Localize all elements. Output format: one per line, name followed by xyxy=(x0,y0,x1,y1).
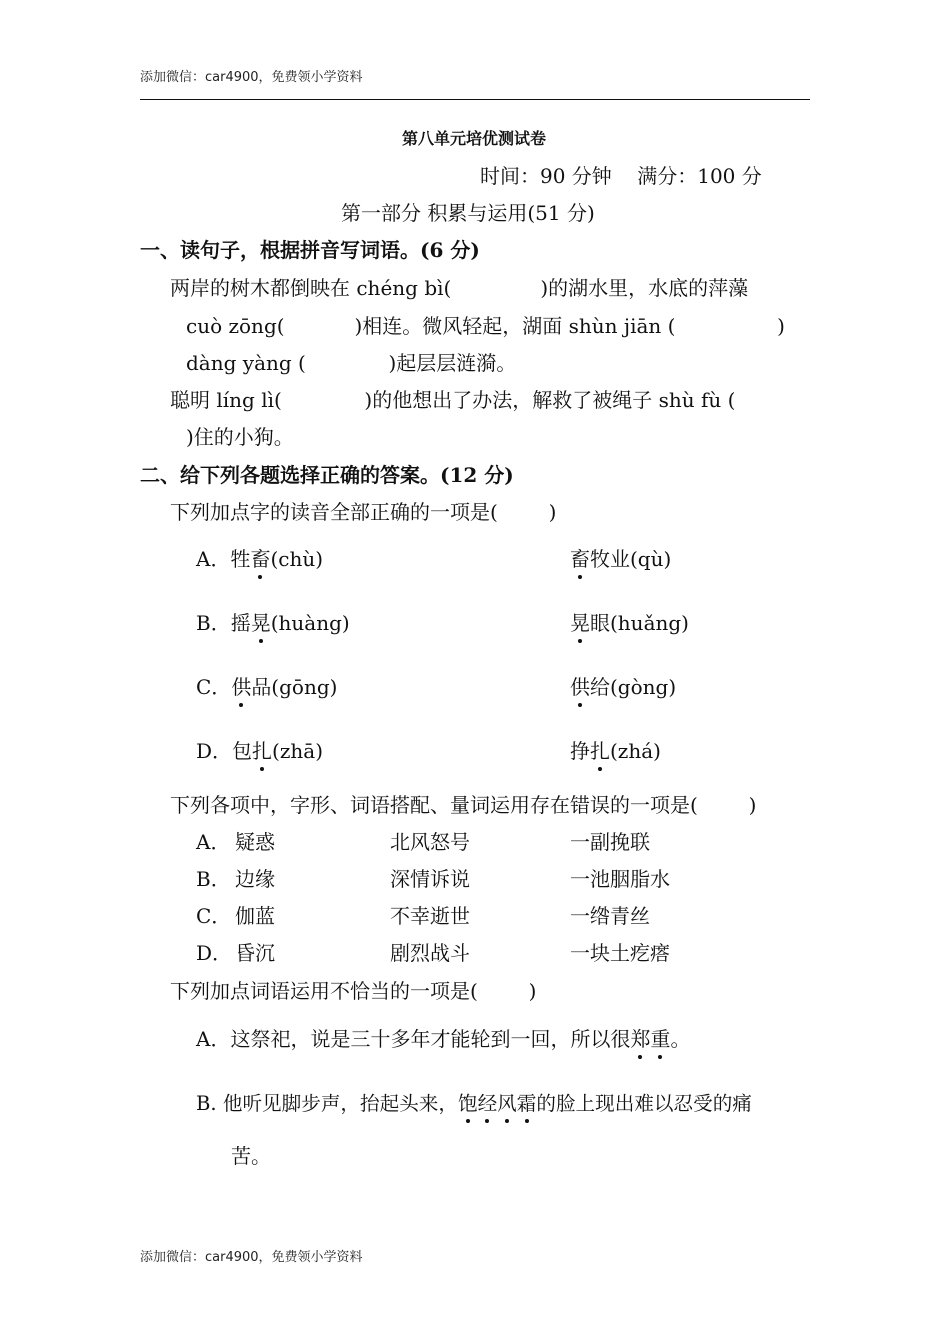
question-2-stem: 下列各项中，字形、词语搭配、量词运用存在错误的一项是( ) xyxy=(170,793,757,817)
dotted-char: 供 xyxy=(570,671,590,700)
question-1-stem: 下列加点字的读音全部正确的一项是( ) xyxy=(170,500,557,524)
question-3-stem: 下列加点词语运用不恰当的一项是( ) xyxy=(170,979,537,1003)
q2-row-word: 深情诉说 xyxy=(390,867,470,891)
option-text: A．这祭祀，说是三十多年才能轮到一回，所以很 xyxy=(196,1027,631,1051)
q3-option-b-continued: 苦。 xyxy=(231,1144,271,1168)
q2-row-label: B． xyxy=(196,867,231,891)
q2-row-word: 北风怒号 xyxy=(390,830,470,854)
option-text: 摇 xyxy=(230,611,251,635)
option-text: 眼(huǎng) xyxy=(590,611,689,635)
q2-row-word: 一块土疙瘩 xyxy=(570,941,670,965)
q1-option-d xyxy=(196,735,323,764)
time-info: 时间：90 分钟 满分：100 分 xyxy=(480,164,762,188)
option-text: (chù) xyxy=(270,547,324,571)
q1-option-a-second xyxy=(570,543,671,572)
option-label: D． xyxy=(196,739,233,763)
option-label: B． xyxy=(196,611,231,635)
q3-option-a xyxy=(196,1023,690,1052)
dotted-char: 饱 xyxy=(458,1087,478,1116)
q2-row-word: 剧烈战斗 xyxy=(390,941,470,965)
dotted-char: 供 xyxy=(231,671,251,700)
section1-heading: 一、读句子，根据拼音写词语。(6 分) xyxy=(140,238,480,262)
q2-row-word: 昏沉 xyxy=(235,941,275,965)
section1-line: 两岸的树木都倒映在 chéng bì( )的湖水里，水底的萍藻 xyxy=(170,276,749,300)
option-text: B. 他听见脚步声，抬起头来， xyxy=(196,1092,458,1115)
page-title: 第八单元培优测试卷 xyxy=(402,129,547,148)
q1-option-c-second xyxy=(570,671,676,700)
option-text: (huàng) xyxy=(270,611,350,635)
q1-option-d-second xyxy=(570,735,661,764)
q2-row-word: 不幸逝世 xyxy=(390,904,470,928)
dotted-char: 郑 xyxy=(630,1023,650,1052)
dotted-char: 经 xyxy=(478,1087,498,1116)
option-text: 牧业(qù) xyxy=(590,547,672,571)
q1-option-a xyxy=(196,543,323,572)
dotted-char: 晃 xyxy=(570,607,590,636)
option-text: (zhá) xyxy=(610,739,661,763)
header-divider xyxy=(140,99,810,100)
option-text: (zhā) xyxy=(272,739,323,763)
q2-row-word: 一副挽联 xyxy=(570,830,650,854)
dotted-char: 霜 xyxy=(517,1087,537,1116)
q2-row-word: 伽蓝 xyxy=(235,904,275,928)
dotted-char: 重 xyxy=(650,1023,670,1052)
q1-option-c xyxy=(196,671,337,700)
q2-row-label: D． xyxy=(196,941,233,965)
dotted-char: 扎 xyxy=(252,735,272,764)
q2-row-word: 疑惑 xyxy=(235,830,275,854)
watermark-bottom: 添加微信：car4900，免费领小学资料 xyxy=(140,1250,363,1265)
section2-heading: 二、给下列各题选择正确的答案。(12 分) xyxy=(140,463,514,487)
dotted-char: 畜 xyxy=(570,543,590,572)
dotted-char: 风 xyxy=(497,1087,517,1116)
q2-row-label: C． xyxy=(196,904,232,928)
q1-option-b-second xyxy=(570,607,689,636)
q3-option-b xyxy=(196,1087,752,1116)
section1-line: )住的小狗。 xyxy=(186,425,294,449)
option-label: C． xyxy=(196,675,232,699)
option-text: 。 xyxy=(670,1027,691,1051)
watermark-top: 添加微信：car4900，免费领小学资料 xyxy=(140,70,363,85)
option-text: 牲 xyxy=(230,547,251,571)
option-text: 包 xyxy=(232,739,253,763)
part-heading: 第一部分 积累与运用(51 分) xyxy=(341,201,595,225)
dotted-char: 扎 xyxy=(590,735,610,764)
option-text: 给(gòng) xyxy=(590,675,677,699)
section1-line: cuò zōng( )相连。微风轻起，湖面 shùn jiān ( ) xyxy=(186,314,785,338)
dotted-char: 晃 xyxy=(251,607,271,636)
q2-row-word: 一池胭脂水 xyxy=(570,867,670,891)
dotted-char: 畜 xyxy=(250,543,270,572)
option-text: 挣 xyxy=(570,739,590,763)
section1-line: 聪明 líng lì( )的他想出了办法，解救了被绳子 shù fù ( xyxy=(170,388,736,412)
option-text: 品(gōng) xyxy=(251,675,338,699)
q2-row-label: A． xyxy=(196,830,231,854)
q1-option-b xyxy=(196,607,350,636)
option-label: A． xyxy=(196,547,231,571)
q2-row-word: 一绺青丝 xyxy=(570,904,650,928)
q2-row-word: 边缘 xyxy=(235,867,275,891)
section1-line: dàng yàng ( )起层层涟漪。 xyxy=(186,351,517,375)
option-text: 的脸上现出难以忍受的痛 xyxy=(536,1092,752,1115)
